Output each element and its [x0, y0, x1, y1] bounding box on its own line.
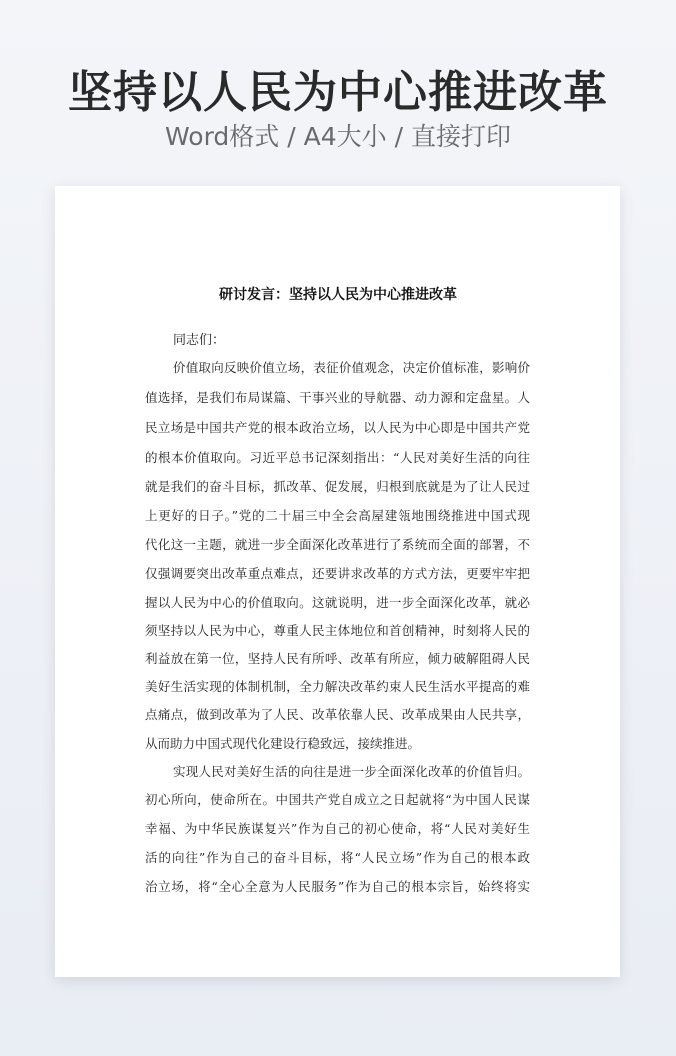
paragraph-line: 实现人民对美好生活的向往是进一步全面深化改革的价值旨归。 [173, 764, 530, 779]
document-salutation: 同志们： [173, 333, 226, 348]
banner [0, 0, 676, 186]
paragraph-line: 治立场，将“全心全意为人民服务”作为自己的根本宗旨，始终将实 [145, 879, 530, 894]
paragraph-line: 初心所向，使命所在。中国共产党自成立之日起就将“为中国人民谋 [145, 792, 530, 807]
paragraph-line: 民立场是中国共产党的根本政治立场，以人民为中心即是中国共产党 [145, 420, 530, 435]
paragraph-line: 幸福、为中华民族谋复兴”作为自己的初心使命，将“人民对美好生 [145, 821, 530, 836]
paragraph-line: 从而助力中国式现代化建设行稳致远，接续推进。 [145, 736, 421, 751]
paragraph-line: 美好生活实现的体制机制，全力解决改革约束人民生活水平提高的难 [145, 679, 530, 694]
paragraph-line: 代化这一主题，就进一步全面深化改革进行了系统而全面的部署，不 [145, 537, 530, 552]
paragraph-line: 价值取向反映价值立场，表征价值观念，决定价值标准，影响价 [173, 360, 530, 375]
paragraph-line: 握以人民为中心的价值取向。这就说明，进一步全面深化改革，就必 [145, 595, 530, 610]
banner-subtitle: Word格式 / A4大小 / 直接打印 [165, 122, 511, 151]
paragraph-line: 利益放在第一位，坚持人民有所呼、改革有所应，倾力破解阻碍人民 [145, 651, 530, 666]
paragraph-line: 值选择，是我们布局谋篇、干事兴业的导航器、动力源和定盘星。人 [145, 390, 530, 405]
paragraph-line: 就是我们的奋斗目标，抓改革、促发展，归根到底就是为了让人民过 [145, 479, 530, 494]
paragraph-line: 点痛点，做到改革为了人民、改革依靠人民、改革成果由人民共享， [145, 707, 530, 722]
paragraph-line: 的根本价值取向。习近平总书记深刻指出：“人民对美好生活的向往 [145, 450, 530, 465]
paragraph-line: 上更好的日子。”党的二十届三中全会高屋建瓴地围绕推进中国式现 [145, 508, 530, 523]
banner-title: 坚持以人民为中心推进改革 [68, 67, 608, 118]
paragraph-line: 活的向往”作为自己的奋斗目标，将“人民立场”作为自己的根本政 [145, 850, 530, 865]
document-title: 研讨发言：坚持以人民为中心推进改革 [219, 287, 457, 303]
paragraph-line: 须坚持以人民为中心，尊重人民主体地位和首创精神，时刻将人民的 [145, 623, 530, 638]
paragraph-line: 仅强调要突出改革重点难点，还要讲求改革的方式方法，更要牢牢把 [145, 566, 530, 581]
